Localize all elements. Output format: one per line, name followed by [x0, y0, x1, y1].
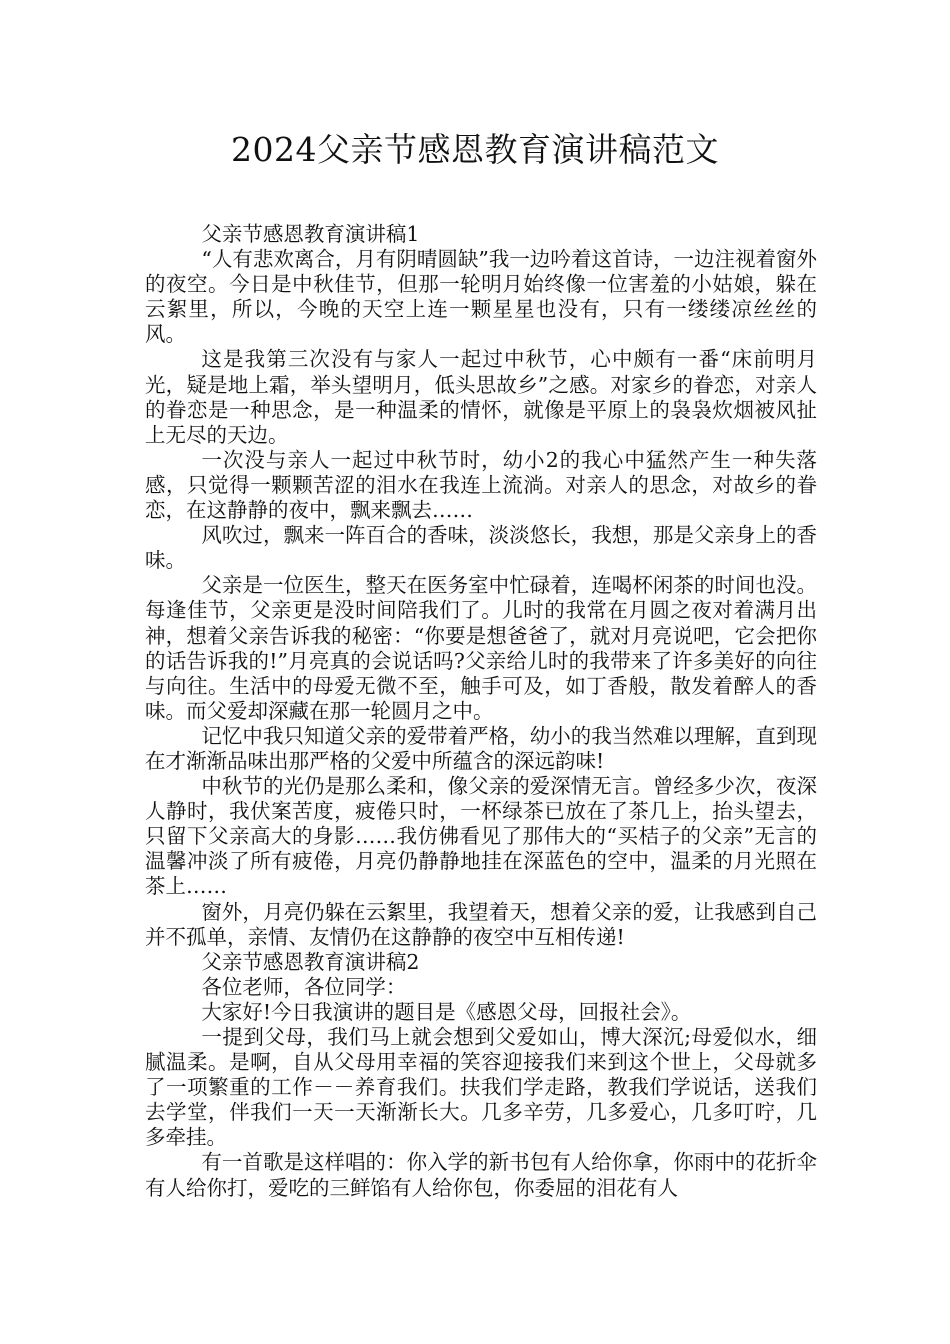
paragraph: 风吹过，飘来一阵百合的香味，淡淡悠长，我想，那是父亲身上的香味。 [145, 523, 817, 573]
section-heading-1: 父亲节感恩教育演讲稿1 [201, 222, 420, 246]
paragraph: 记忆中我只知道父亲的爱带着严格，幼小的我当然难以理解，直到现在才渐渐品味出那严格的父爱中所蕴含的深远韵味! [145, 723, 817, 773]
section-heading-2: 父亲节感恩教育演讲稿2 [201, 949, 420, 974]
paragraph: 一次没与亲人一起过中秋节时，幼小2的我心中猛然产生一种失落感，只觉得一颗颗苦涩的泪水在我连上流淌。对亲人的思念，对故乡的眷恋，在这静静的夜中，飘来飘去…… [145, 447, 817, 523]
paragraph: 大家好!今日我演讲的题目是《感恩父母，回报社会》。 [201, 999, 692, 1024]
paragraph: 一提到父母，我们马上就会想到父爱如山，博大深沉;母爱似水，细腻温柔。是啊，自从父母用幸福的笑容迎接我们来到这个世上，父母就多了一项繁重的工作－－养育我们。扶我们学走路，教我们学说话，送我们去学堂，伴我们一天一天渐渐长大。几多辛劳，几多爱心，几多叮咛，几多牵挂。 [145, 1025, 817, 1150]
paragraph: “人有悲欢离合，月有阴晴圆缺”我一边吟着这首诗，一边注视着窗外的夜空。今日是中秋佳节，但那一轮明月始终像一位害羞的小姑娘，躲在云絮里，所以，今晚的天空上连一颗星星也没有，只有一缕缕凉丝丝的风。 [145, 247, 817, 347]
document-title: 2024父亲节感恩教育演讲稿范文 [231, 130, 719, 169]
paragraph: 中秋节的光仍是那么柔和，像父亲的爱深情无言。曾经多少次，夜深人静时，我伏案苦度，疲倦只时，一杯绿茶已放在了茶几上，抬头望去，只留下父亲高大的身影……我仿佛看见了那伟大的“买桔子的父亲”无言的温馨冲淡了所有疲倦，月亮仍静静地挂在深蓝色的空中，温柔的月光照在茶上…… [145, 774, 817, 899]
paragraph: 父亲是一位医生，整天在医务室中忙碌着，连喝杯闲茶的时间也没。每逢佳节，父亲更是没时间陪我们了。儿时的我常在月圆之夜对着满月出神，想着父亲告诉我的秘密：“你要是想爸爸了，就对月亮说吧，它会把你的话告诉我的!”月亮真的会说话吗?父亲给儿时的我带来了许多美好的向往与向往。生活中的母爱无微不至，触手可及，如丁香般，散发着醉人的香味。而父爱却深藏在那一轮圆月之中。 [145, 573, 817, 723]
document-body [145, 222, 817, 1201]
salutation: 各位老师，各位同学： [201, 974, 407, 999]
paragraph: 窗外，月亮仍躲在云絮里，我望着天，想着父亲的爱，让我感到自己并不孤单，亲情、友情仍在这静静的夜空中互相传递! [145, 899, 817, 949]
paragraph: 这是我第三次没有与家人一起过中秋节，心中颇有一番“床前明月光，疑是地上霜，举头望明月，低头思故乡”之感。对家乡的眷恋，对亲人的眷恋是一种思念，是一种温柔的情怀，就像是平原上的袅袅炊烟被风扯上无尽的天边。 [145, 347, 817, 447]
paragraph: 有一首歌是这样唱的：你入学的新书包有人给你拿，你雨中的花折伞有人给你打，爱吃的三鲜馅有人给你包，你委屈的泪花有人 [145, 1150, 817, 1200]
